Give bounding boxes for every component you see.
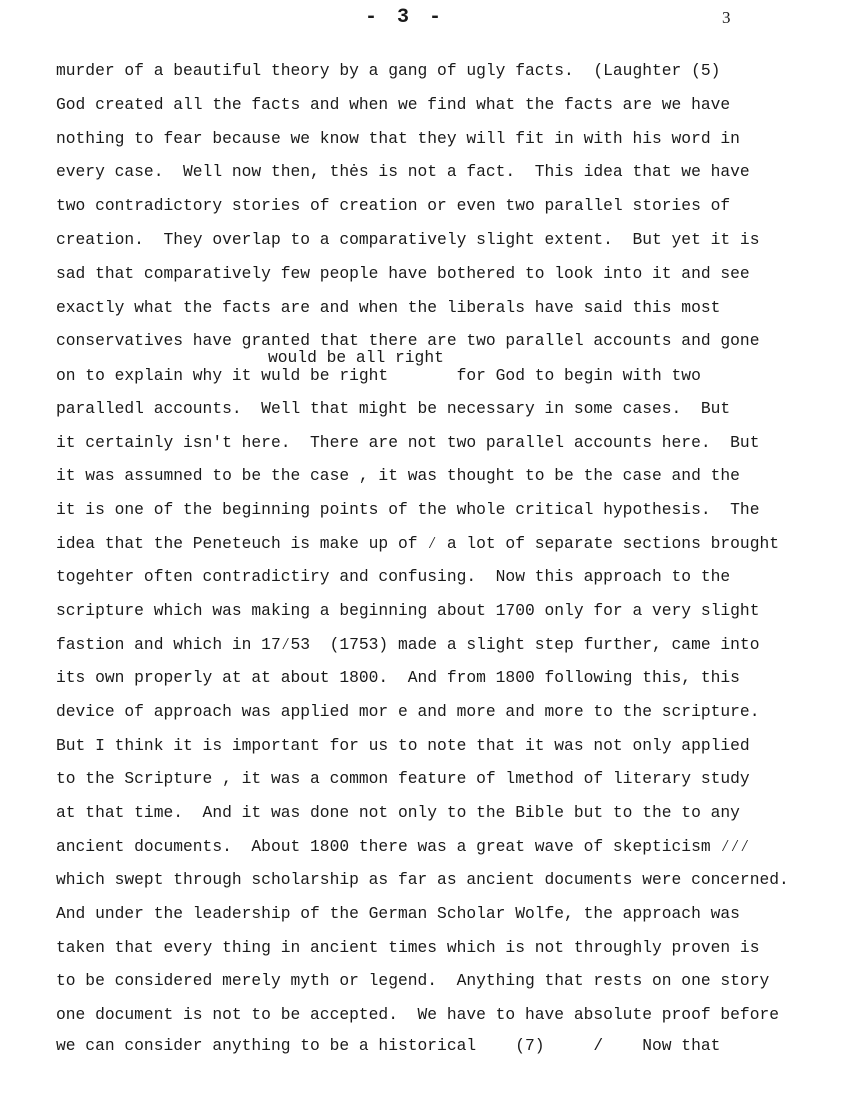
- text-line: it certainly isn't here. There are not two parallel accounts here. But: [56, 433, 760, 452]
- text-line: on to explain why it wuld be right for God to begin with two: [56, 366, 701, 385]
- text-line: which swept through scholarship as far as ancient documents were concerned.: [56, 870, 789, 889]
- text-line: every case. Well now then, thės is not a fact. This idea that we have: [56, 162, 750, 181]
- text-line: we can consider anything to be a historical (7) / Now that: [56, 1036, 721, 1055]
- text-line: exactly what the facts are and when the liberals have said this most: [56, 298, 721, 317]
- text-line: ancient documents. About 1800 there was a great wave of skepticism ⁄⁄⁄: [56, 837, 750, 856]
- text-line: at that time. And it was done not only to the Bible but to the to any: [56, 803, 740, 822]
- text-line: idea that the Peneteuch is make up of ⁄ a lot of separate sections brought: [56, 534, 780, 553]
- text-line: But I think it is important for us to note that it was not only applied: [56, 736, 750, 755]
- text-line: nothing to fear because we know that they will fit in with his word in: [56, 129, 740, 148]
- text-line: one document is not to be accepted. We have to have absolute proof before: [56, 1005, 780, 1024]
- text-line: its own properly at at about 1800. And from 1800 following this, this: [56, 668, 740, 687]
- text-line: fastion and which in 17⁄53 (1753) made a slight step further, came into: [56, 635, 760, 654]
- text-line: conservatives have granted that there are two parallel accounts and gone: [56, 331, 760, 350]
- text-line: it is one of the beginning points of the whole critical hypothesis. The: [56, 500, 760, 519]
- text-line: sad that comparatively few people have bothered to look into it and see: [56, 264, 750, 283]
- text-line: to the Scripture , it was a common feature of lmethod of literary study: [56, 769, 750, 788]
- text-line: God created all the facts and when we find what the facts are we have: [56, 95, 731, 114]
- page-number-center: - 3 -: [365, 6, 446, 29]
- text-line: to be considered merely myth or legend. Anything that rests on one story: [56, 971, 770, 990]
- text-line: scripture which was making a beginning about 1700 only for a very slight: [56, 601, 760, 620]
- text-line: creation. They overlap to a comparatively slight extent. But yet it is: [56, 230, 760, 249]
- text-line: paralledl accounts. Well that might be necessary in some cases. But: [56, 399, 731, 418]
- interlinear-insertion: would be all right: [268, 348, 444, 367]
- text-line: togehter often contradictiry and confusing. Now this approach to the: [56, 567, 731, 586]
- text-line: it was assumned to be the case , it was thought to be the case and the: [56, 466, 740, 485]
- text-line: two contradictory stories of creation or even two parallel stories of: [56, 196, 731, 215]
- text-line: And under the leadership of the German Scholar Wolfe, the approach was: [56, 904, 740, 923]
- text-line: taken that every thing in ancient times which is not throughly proven is: [56, 938, 760, 957]
- text-line: murder of a beautiful theory by a gang of ugly facts. (Laughter (5): [56, 61, 721, 80]
- page-number-right: 3: [722, 8, 731, 27]
- text-line: device of approach was applied mor e and more and more to the scripture.: [56, 702, 760, 721]
